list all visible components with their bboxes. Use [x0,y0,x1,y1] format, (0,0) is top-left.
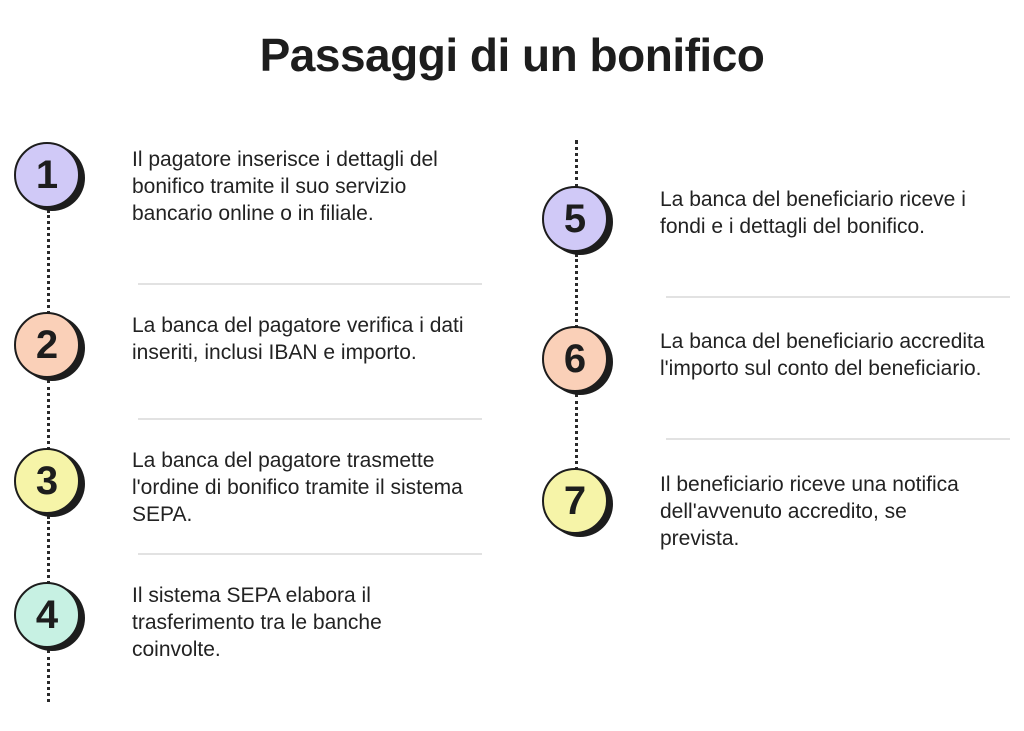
timeline-connector [47,210,50,314]
step-6-text: La banca del beneficiario accredita l'importo sul conto del beneficiario. [660,330,985,380]
step-4-text: Il sistema SEPA elabora il trasferimento tra le banche coinvolte. [132,584,382,661]
step-divider [666,438,1010,440]
step-divider [666,296,1010,298]
step-4-badge: 4 [14,582,80,648]
step-2-badge: 2 [14,312,80,378]
step-7-text: Il beneficiario riceve una notifica dell'avvenuto accredito, se prevista. [660,473,959,550]
timeline-connector [575,140,578,188]
step-7-badge: 7 [542,468,608,534]
timeline-connector [47,650,50,702]
step-divider [138,418,482,420]
page-title: Passaggi di un bonifico [259,29,765,81]
step-6-badge: 6 [542,326,608,392]
step-3-text: La banca del pagatore trasmette l'ordine di bonifico tramite il sistema SEPA. [132,449,463,526]
step-divider [138,553,482,555]
step-3-badge: 3 [14,448,80,514]
timeline-connector [47,380,50,450]
timeline-connector [575,254,578,328]
step-5-badge: 5 [542,186,608,252]
step-1-text: Il pagatore inserisce i dettagli del bonifico tramite il suo servizio bancario online o in filiale. [132,148,438,225]
step-2-text: La banca del pagatore verifica i dati inseriti, inclusi IBAN e importo. [132,314,464,364]
timeline-connector [575,394,578,470]
timeline-connector [47,516,50,584]
step-divider [138,283,482,285]
step-1-badge: 1 [14,142,80,208]
step-5-text: La banca del beneficiario riceve i fondi e i dettagli del bonifico. [660,188,966,238]
